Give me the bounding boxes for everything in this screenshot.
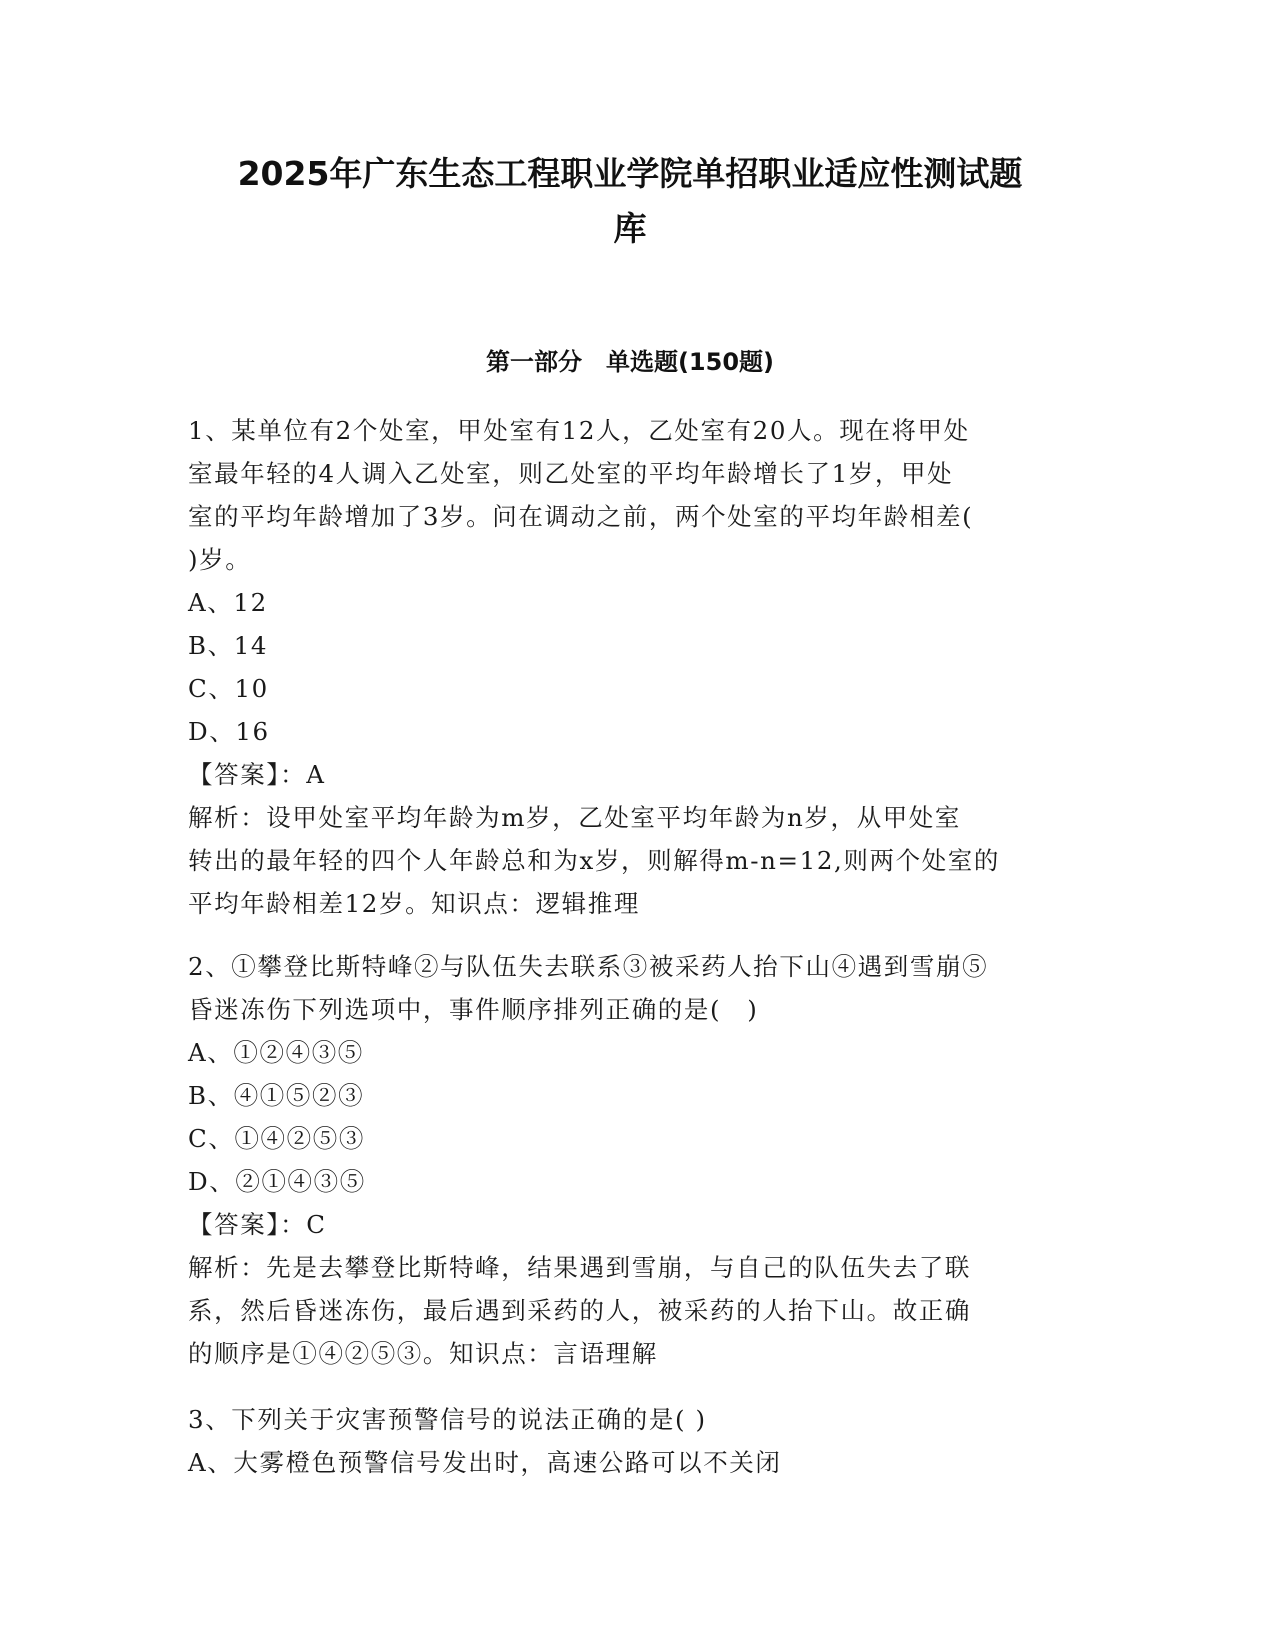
analysis-line: 的顺序是①④②⑤③。知识点：言语理解 <box>188 1339 658 1368</box>
analysis-line: 解析：先是去攀登比斯特峰，结果遇到雪崩，与自己的队伍失去了联 <box>188 1253 971 1282</box>
analysis-line: 平均年龄相差12岁。知识点：逻辑推理 <box>188 889 640 918</box>
question-stem-line: 1、某单位有2个处室，甲处室有12人，乙处室有20人。现在将甲处 <box>188 416 970 445</box>
document-title-line: 库 <box>613 209 647 248</box>
option-a: A、12 <box>188 588 268 617</box>
question-block <box>188 409 1078 925</box>
document-title-line: 2025年广东生态工程职业学院单招职业适应性测试题 <box>237 154 1023 193</box>
question-stem-line: 2、①攀登比斯特峰②与队伍失去联系③被采药人抬下山④遇到雪崩⑤ <box>188 952 989 981</box>
question-block <box>188 1398 1078 1484</box>
option-d: D、16 <box>188 717 270 746</box>
question-stem-line: 室最年轻的4人调入乙处室，则乙处室的平均年龄增长了1岁，甲处 <box>188 459 954 488</box>
option-c: C、10 <box>188 674 269 703</box>
question-stem-line: 3、下列关于灾害预警信号的说法正确的是( ) <box>188 1405 707 1434</box>
analysis-line: 系，然后昏迷冻伤，最后遇到采药的人，被采药的人抬下山。故正确 <box>188 1296 971 1325</box>
option-c: C、①④②⑤③ <box>188 1124 365 1153</box>
answer-line: 【答案】：A <box>188 760 326 789</box>
analysis-line: 解析：设甲处室平均年龄为m岁，乙处室平均年龄为n岁，从甲处室 <box>188 803 962 832</box>
option-a: A、①②④③⑤ <box>188 1038 364 1067</box>
question-block <box>188 945 1078 1375</box>
option-d: D、②①④③⑤ <box>188 1167 366 1196</box>
question-stem-line: 室的平均年龄增加了3岁。问在调动之前，两个处室的平均年龄相差( <box>188 502 974 531</box>
analysis-line: 转出的最年轻的四个人年龄总和为x岁，则解得m-n=12,则两个处室的 <box>188 846 1000 875</box>
answer-line: 【答案】：C <box>188 1210 327 1239</box>
option-b: B、④①⑤②③ <box>188 1081 365 1110</box>
question-stem-line: )岁。 <box>188 545 252 574</box>
option-a: A、大雾橙色预警信号发出时，高速公路可以不关闭 <box>188 1448 782 1477</box>
section-heading: 第一部分 单选题(150题) <box>485 348 775 376</box>
question-stem-line: 昏迷冻伤下列选项中，事件顺序排列正确的是( ) <box>188 995 759 1024</box>
option-b: B、14 <box>188 631 269 660</box>
document-title <box>190 146 1070 256</box>
